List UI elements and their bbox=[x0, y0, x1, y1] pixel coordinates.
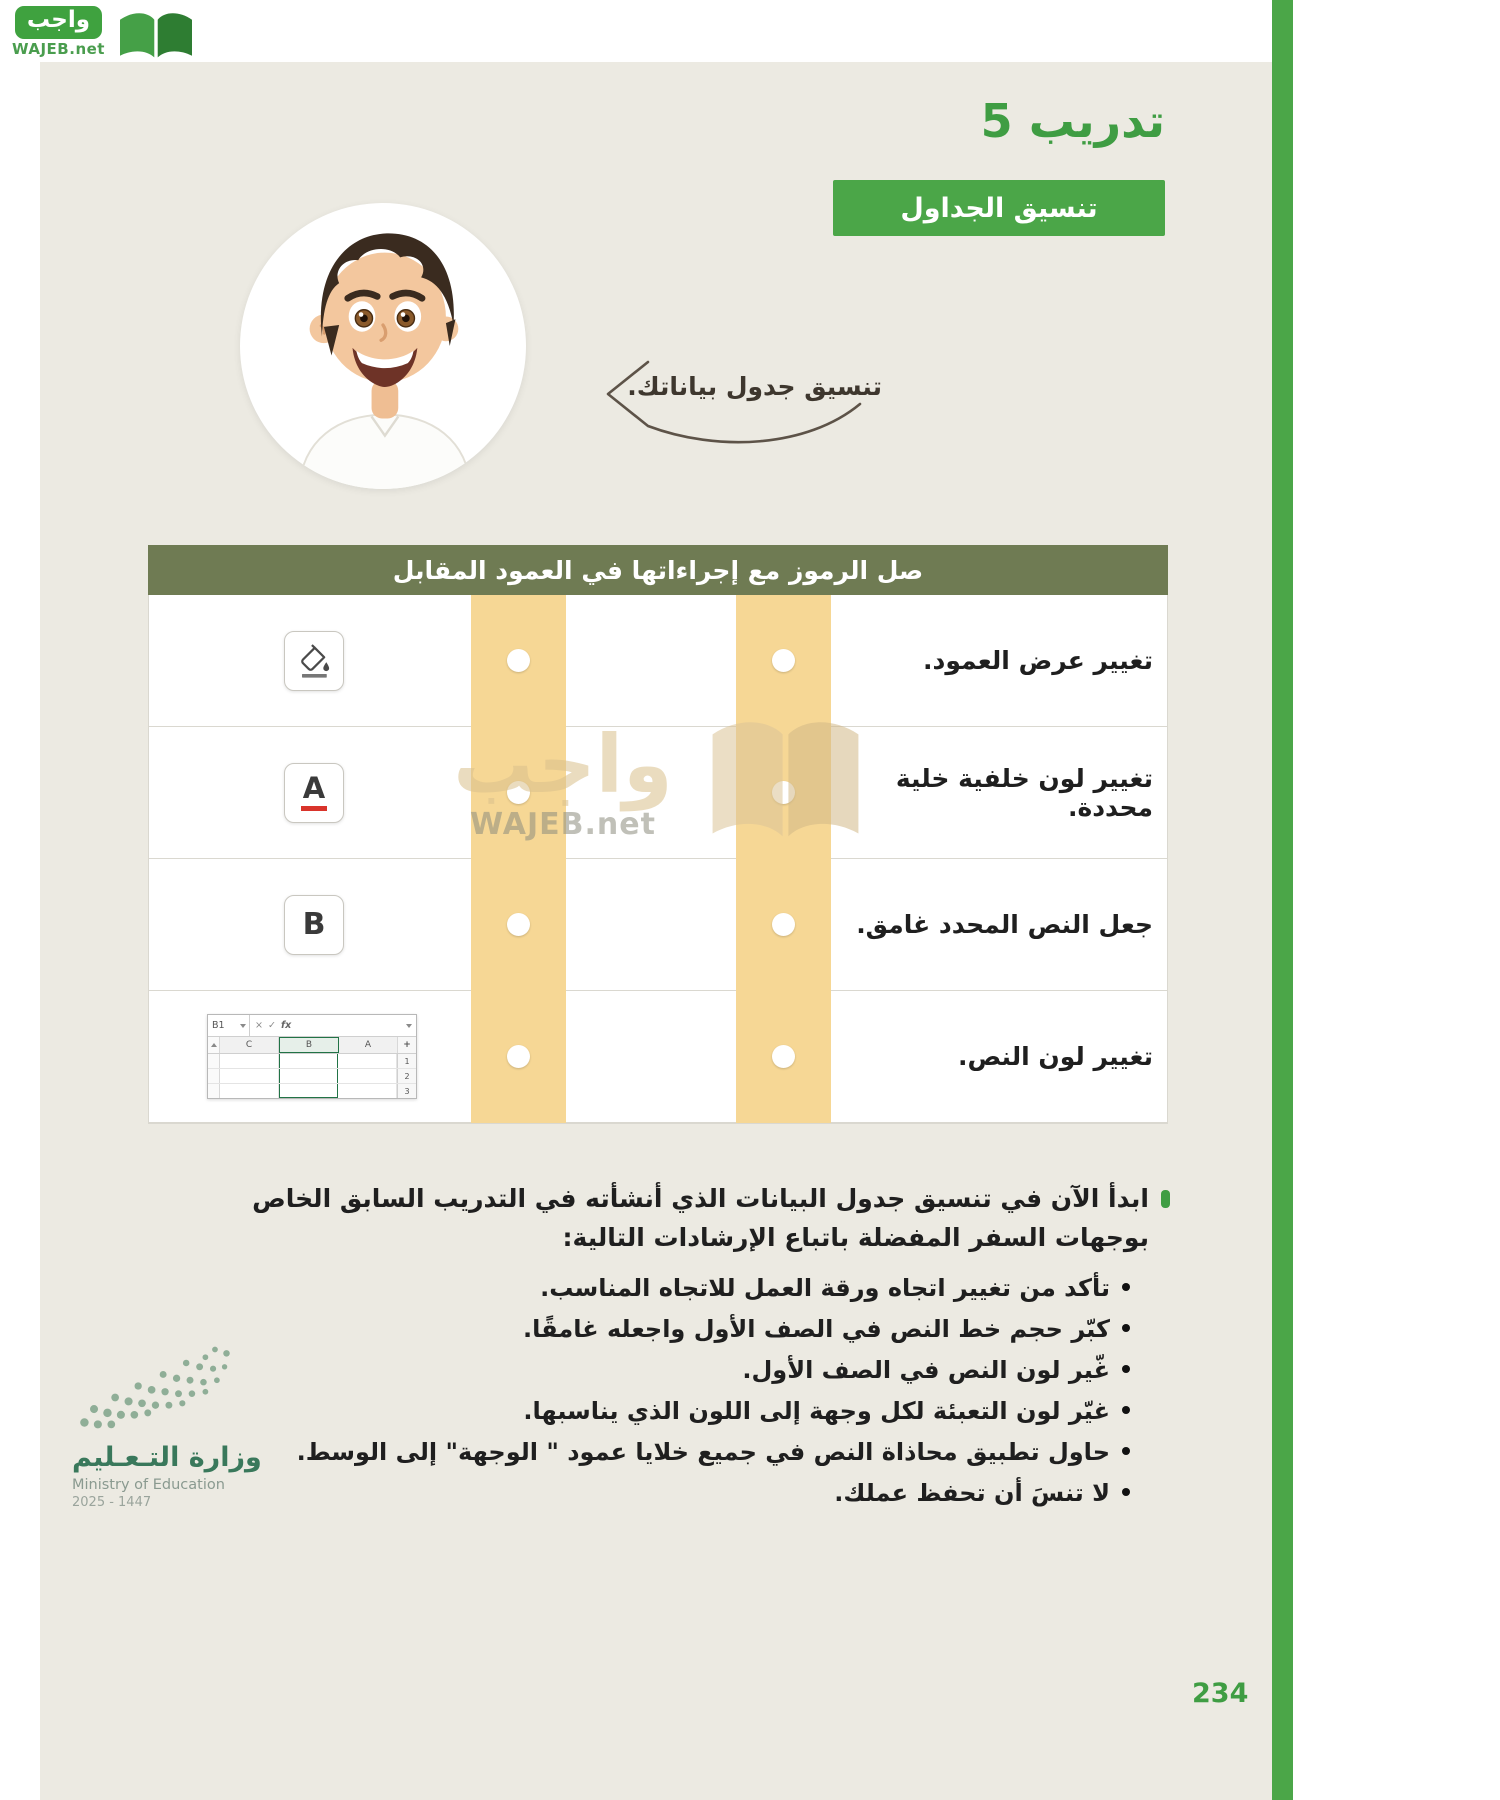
page-edge-bar bbox=[1272, 0, 1293, 1800]
match-dot[interactable] bbox=[772, 1045, 795, 1068]
watermark-arabic: واجب bbox=[453, 718, 673, 811]
instruction-item: لا تنسَ أن تحفظ عملك. bbox=[160, 1475, 1132, 1511]
match-row bbox=[149, 595, 1167, 727]
instructions-list bbox=[160, 1270, 1132, 1511]
topic-banner: تنسيق الجداول bbox=[833, 180, 1165, 236]
column-header: A bbox=[339, 1037, 398, 1053]
connector-column bbox=[736, 595, 831, 1123]
bullet-icon bbox=[1122, 1488, 1130, 1496]
matching-table-body bbox=[148, 595, 1168, 1124]
speech-bubble bbox=[592, 352, 892, 462]
bullet-icon bbox=[1122, 1406, 1130, 1414]
watermark-latin: WAJEB.net bbox=[470, 807, 656, 842]
ministry-years: 2025 - 1447 bbox=[72, 1495, 152, 1510]
match-action-label: تغيير عرض العمود. bbox=[923, 646, 1153, 675]
font-color-red-bar bbox=[301, 806, 327, 811]
font-color-icon bbox=[284, 763, 344, 823]
row-number: 1 bbox=[397, 1054, 416, 1068]
bullet-icon bbox=[1122, 1324, 1130, 1332]
green-bullet-marker bbox=[1161, 1190, 1170, 1208]
instructions-section bbox=[160, 1180, 1170, 1516]
match-dot[interactable] bbox=[772, 781, 795, 804]
instruction-item: غّير لون النص في الصف الأول. bbox=[160, 1352, 1132, 1388]
bold-letter: B bbox=[302, 907, 326, 942]
open-book-icon bbox=[113, 6, 199, 70]
page-number: 234 bbox=[1192, 1678, 1249, 1709]
match-dot[interactable] bbox=[507, 781, 530, 804]
bold-icon bbox=[284, 895, 344, 955]
name-box: B1 bbox=[212, 1020, 225, 1031]
bullet-icon bbox=[1122, 1447, 1130, 1455]
instructions-intro: ابدأ الآن في تنسيق جدول البيانات الذي أنشأته في التدريب السابق الخاص بوجهات السفر المفضلة باتباع الإرشادات التالية: bbox=[252, 1184, 1149, 1252]
add-column-button: + bbox=[398, 1037, 416, 1053]
match-dot[interactable] bbox=[507, 1045, 530, 1068]
instruction-item: حاول تطبيق محاذاة النص في جميع خلايا عمود " الوجهة" إلى الوسط. bbox=[160, 1434, 1132, 1470]
ministry-name-english: Ministry of Education bbox=[72, 1477, 225, 1493]
match-dot[interactable] bbox=[772, 913, 795, 936]
match-action-label: تغيير لون خلفية خلية محددة. bbox=[895, 763, 1153, 822]
wajeb-arabic-badge: واجب bbox=[15, 6, 102, 39]
avatar bbox=[240, 203, 526, 489]
match-row bbox=[149, 859, 1167, 991]
row-number: 2 bbox=[397, 1069, 416, 1083]
match-dot[interactable] bbox=[507, 649, 530, 672]
column-header: C bbox=[220, 1037, 279, 1053]
wajeb-logo bbox=[12, 6, 199, 70]
wajeb-net-label: WAJEB.net bbox=[12, 39, 105, 58]
matching-table bbox=[148, 545, 1168, 1124]
callout-line-icon bbox=[592, 352, 892, 462]
match-action-label: جعل النص المحدد غامق. bbox=[856, 910, 1153, 939]
row-number: 3 bbox=[397, 1084, 416, 1098]
instruction-item: تأكد من تغيير اتجاه ورقة العمل للاتجاه المناسب. bbox=[160, 1270, 1132, 1306]
speech-text: تنسيق جدول بياناتك. bbox=[627, 372, 882, 401]
instruction-item: غيّر لون التعبئة لكل وجهة إلى اللون الذي يناسبها. bbox=[160, 1393, 1132, 1429]
collapse-arrow-icon bbox=[406, 1024, 412, 1028]
matching-table-header: صل الرموز مع إجراءاتها في العمود المقابل bbox=[148, 545, 1168, 595]
enter-icon: ✓ bbox=[267, 1020, 276, 1031]
match-row bbox=[149, 727, 1167, 859]
scroll-up-icon bbox=[211, 1043, 217, 1047]
match-action-label: تغيير لون النص. bbox=[957, 1042, 1153, 1071]
bullet-icon bbox=[1122, 1365, 1130, 1373]
fx-icon: fx bbox=[280, 1020, 292, 1031]
bullet-icon bbox=[1122, 1283, 1130, 1291]
spreadsheet-thumbnail bbox=[207, 1014, 417, 1099]
column-header-selected: B bbox=[279, 1037, 339, 1053]
dropdown-arrow-icon bbox=[240, 1024, 246, 1028]
font-color-letter: A bbox=[302, 771, 326, 805]
boy-cartoon-icon bbox=[240, 203, 526, 489]
ministry-name-arabic: وزارة التـعـليم bbox=[72, 1442, 262, 1473]
match-dot[interactable] bbox=[772, 649, 795, 672]
instruction-item: كبّر حجم خط النص في الصف الأول واجعله غامقًا. bbox=[160, 1311, 1132, 1347]
cancel-icon: × bbox=[255, 1020, 263, 1031]
match-dot[interactable] bbox=[507, 913, 530, 936]
connector-column bbox=[471, 595, 566, 1123]
match-row bbox=[149, 991, 1167, 1123]
fill-color-icon bbox=[284, 631, 344, 691]
exercise-title: تدريب 5 bbox=[980, 94, 1165, 148]
